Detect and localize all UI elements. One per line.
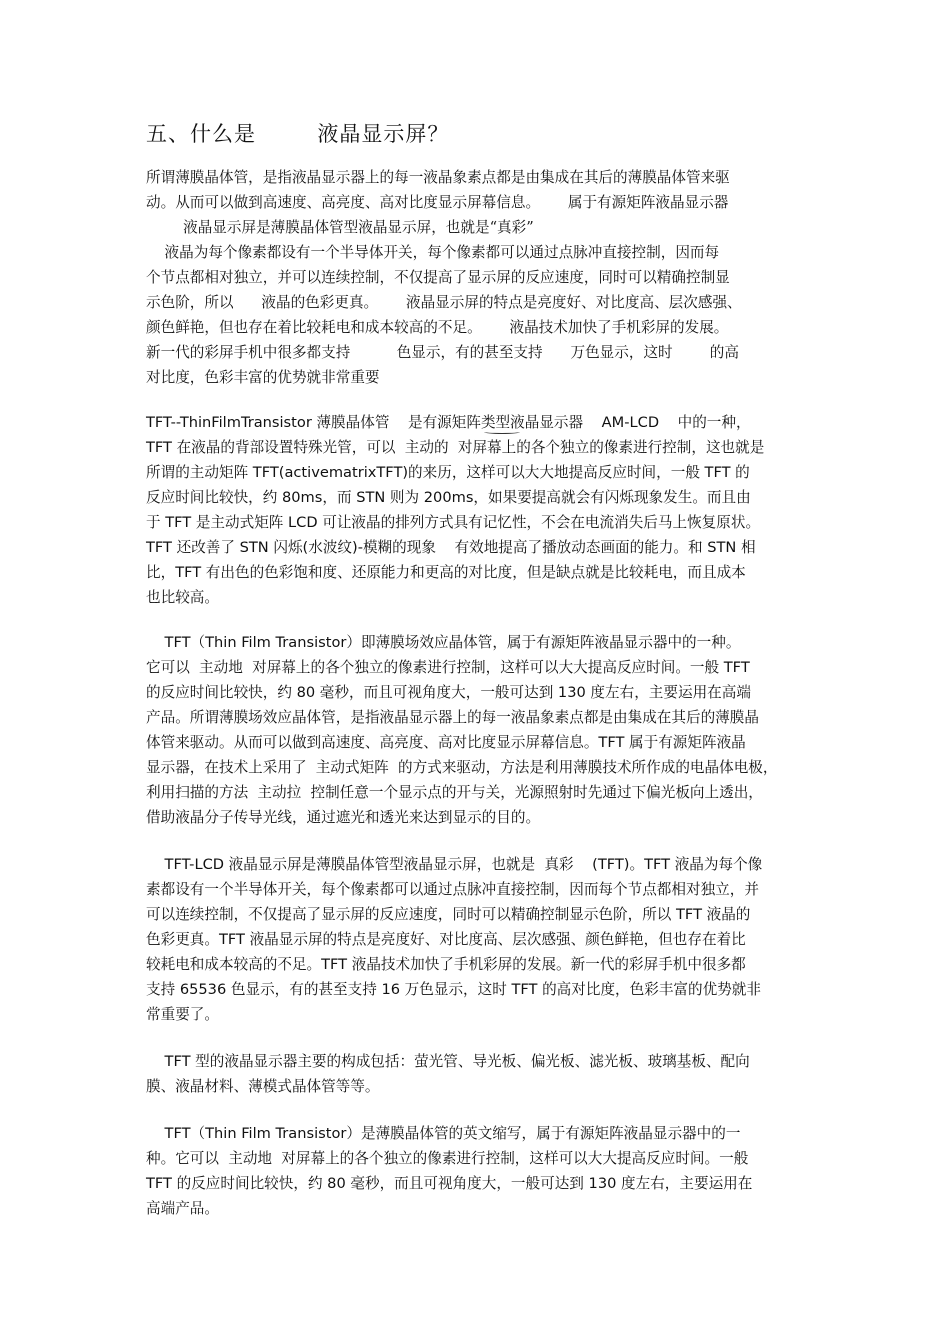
paragraph-6-line-4: 高端产品。 (146, 1200, 219, 1217)
paragraph-1-line-5: 个节点都相对独立，并可以连续控制，不仅提高了显示屏的反应速度，同时可以精确控制显 (146, 269, 730, 286)
paragraph-4-line-1: TFT-LCD 液晶显示屏是薄膜晶体管型液晶显示屏，也就是 真彩 (TFT)。TFT 液晶为每个像 (146, 856, 763, 873)
paragraph-4-line-6: 支持 65536 色显示，有的甚至支持 16 万色显示，这时 TFT 的高对比度，色彩丰富的优势就非 (146, 981, 761, 998)
paragraph-3-line-7: 利用扫描的方法 主动拉 控制任意一个显示点的开与关，光源照射时先通过下偏光板向上透出， (146, 784, 763, 801)
paragraph-2-line-3: 所谓的主动矩阵 TFT(activematrixTFT)的来历，这样可以大大地提高反应时间，一般 TFT 的 (146, 464, 750, 481)
paragraph-6-line-2: 种。它可以 主动地 对屏幕上的各个独立的像素进行控制，这样可以大大提高反应时间。一般 (146, 1150, 749, 1167)
paragraph-3-line-4: 产品。所谓薄膜场效应晶体管，是指液晶显示器上的每一液晶象素点都是由集成在其后的薄膜晶 (146, 709, 759, 726)
paragraph-3-line-3: 的反应时间比较快，约 80 毫秒，而且可视角度大，一般可达到 130 度左右，主要运用在高端 (146, 684, 751, 701)
paragraph-6-line-1: TFT（Thin Film Transistor）是薄膜晶体管的英文缩写，属于有源矩阵液晶显示器中的一 (146, 1125, 741, 1142)
paragraph-2-line-2: TFT 在液晶的背部设置特殊光管，可以 主动的 对屏幕上的各个独立的像素进行控制，这也就是 (146, 439, 765, 456)
paragraph-1-line-4: 液晶为每个像素都设有一个半导体开关，每个像素都可以通过点脉冲直接控制，因而每 (146, 244, 720, 261)
paragraph-4-line-5: 较耗电和成本较高的不足。TFT 液晶技术加快了手机彩屏的发展。新一代的彩屏手机中很多都 (146, 956, 746, 973)
paragraph-1-line-8: 新一代的彩屏手机中很多都支持 色显示，有的甚至支持 万色显示，这时 的高 (146, 344, 739, 361)
paragraph-5-line-2: 膜、液晶材料、薄模式晶体管等等。 (146, 1078, 380, 1095)
paragraph-2-line-7: 比，TFT 有出色的色彩饱和度、还原能力和更高的对比度，但是缺点就是比较耗电，而且成本 (146, 564, 746, 581)
paragraph-1-line-6: 示色阶，所以 液晶的色彩更真。 液晶显示屏的特点是亮度好、对比度高、层次感强、 (146, 294, 742, 311)
paragraph-4-line-7: 常重要了。 (146, 1006, 219, 1023)
paragraph-6-line-3: TFT 的反应时间比较快，约 80 毫秒，而且可视角度大，一般可达到 130 度左右，主要运用在 (146, 1175, 753, 1192)
paragraph-1-line-7: 颜色鲜艳，但也存在着比较耗电和成本较高的不足。 液晶技术加快了手机彩屏的发展。 (146, 319, 729, 336)
paragraph-3-line-8: 借助液晶分子传导光线，通过遮光和透光来达到显示的目的。 (146, 809, 541, 826)
paragraph-1-line-2: 动。从而可以做到高速度、高亮度、高对比度显示屏幕信息。 属于有源矩阵液晶显示器 (146, 194, 729, 211)
paragraph-2-line-1: TFT--ThinFilmTransistor 薄膜晶体管 是有源矩阵类型液晶显示器 AM-LCD 中的一种， (146, 414, 751, 431)
paragraph-2-line-4: 反应时间比较快，约 80ms，而 STN 则为 200ms，如果要提高就会有闪烁现象发生。而且由 (146, 489, 751, 506)
paragraph-4-line-3: 可以连续控制，不仅提高了显示屏的反应速度，同时可以精确控制显示色阶，所以 TFT 液晶的 (146, 906, 751, 923)
paragraph-5-line-1: TFT 型的液晶显示器主要的构成包括：萤光管、导光板、偏光板、滤光板、玻璃基板、配向 (146, 1053, 750, 1070)
paragraph-2-line-5: 于 TFT 是主动式矩阵 LCD 可让液晶的排列方式具有记忆性，不会在电流消失后马上恢复原状。 (146, 514, 761, 531)
paragraph-3-line-5: 体管来驱动。从而可以做到高速度、高亮度、高对比度显示屏幕信息。TFT 属于有源矩阵液晶 (146, 734, 746, 751)
paragraph-3-line-2: 它可以 主动地 对屏幕上的各个独立的像素进行控制，这样可以大大提高反应时间。一般 TFT (146, 659, 750, 676)
paragraph-1-line-9: 对比度，色彩丰富的优势就非常重要 (146, 369, 380, 386)
page-title: 五、什么是 液晶显示屏？ (146, 122, 450, 146)
paragraph-3-line-6: 显示器，在技术上采用了 主动式矩阵 的方式来驱动，方法是利用薄膜技术所作成的电晶体电极， (146, 759, 778, 776)
hand-drawn-underline (484, 430, 520, 434)
paragraph-4-line-4: 色彩更真。TFT 液晶显示屏的特点是亮度好、对比度高、层次感强、颜色鲜艳，但也存在着比 (146, 931, 746, 948)
paragraph-2-line-6: TFT 还改善了 STN 闪烁(水波纹)-模糊的现象 有效地提高了播放动态画面的能力。和 STN 相 (146, 539, 756, 556)
paragraph-1-line-1: 所谓薄膜晶体管，是指液晶显示器上的每一液晶象素点都是由集成在其后的薄膜晶体管来驱 (146, 169, 730, 186)
paragraph-3-line-1: TFT（Thin Film Transistor）即薄膜场效应晶体管，属于有源矩阵液晶显示器中的一种。 (146, 634, 741, 651)
paragraph-4-line-2: 素都设有一个半导体开关，每个像素都可以通过点脉冲直接控制，因而每个节点都相对独立，并 (146, 881, 759, 898)
paragraph-2-line-8: 也比较高。 (146, 589, 219, 606)
paragraph-1-line-3: 液晶显示屏是薄膜晶体管型液晶显示屏，也就是“真彩” (146, 219, 534, 236)
